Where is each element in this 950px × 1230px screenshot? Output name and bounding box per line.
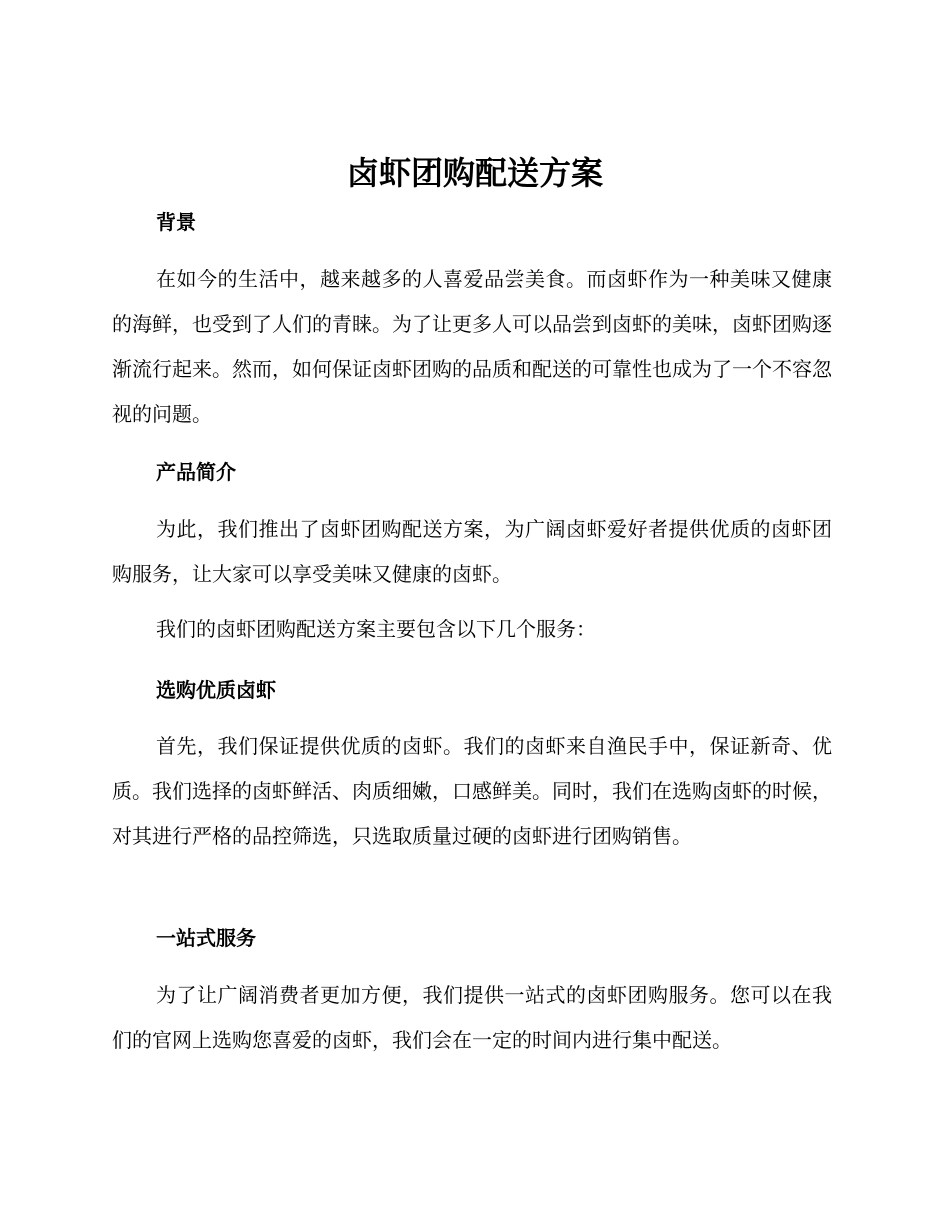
section-heading-background: 背景: [156, 210, 196, 234]
paragraph-services-list-intro: 我们的卤虾团购配送方案主要包含以下几个服务：: [156, 617, 596, 641]
section-heading-one-stop-service: 一站式服务: [156, 926, 256, 950]
section-heading-product-intro: 产品简介: [156, 460, 236, 484]
paragraph-quality-selection: 首先，我们保证提供优质的卤虾。我们的卤虾来自渔民手中，保证新奇、优质。我们选择的卤虾鲜活、肉质细嫩，口感鲜美。同时，我们在选购卤虾的时候，对其进行严格的品控筛选，只选取质量过硬的卤虾进行团购销售。: [112, 734, 832, 848]
section-heading-quality-selection: 选购优质卤虾: [156, 678, 276, 702]
paragraph-product-intro: 为此，我们推出了卤虾团购配送方案，为广阔卤虾爱好者提供优质的卤虾团购服务，让大家可以享受美味又健康的卤虾。: [112, 517, 832, 586]
paragraph-one-stop-service: 为了让广阔消费者更加方便，我们提供一站式的卤虾团购服务。您可以在我们的官网上选购您喜爱的卤虾，我们会在一定的时间内进行集中配送。: [112, 983, 832, 1052]
paragraph-background: 在如今的生活中，越来越多的人喜爱品尝美食。而卤虾作为一种美味又健康的海鲜，也受到了人们的青睐。为了让更多人可以品尝到卤虾的美味，卤虾团购逐渐流行起来。然而，如何保证卤虾团购的品质和配送的可靠性也成为了一个不容忽视的问题。: [112, 267, 832, 426]
document-title: 卤虾团购配送方案: [346, 154, 603, 192]
